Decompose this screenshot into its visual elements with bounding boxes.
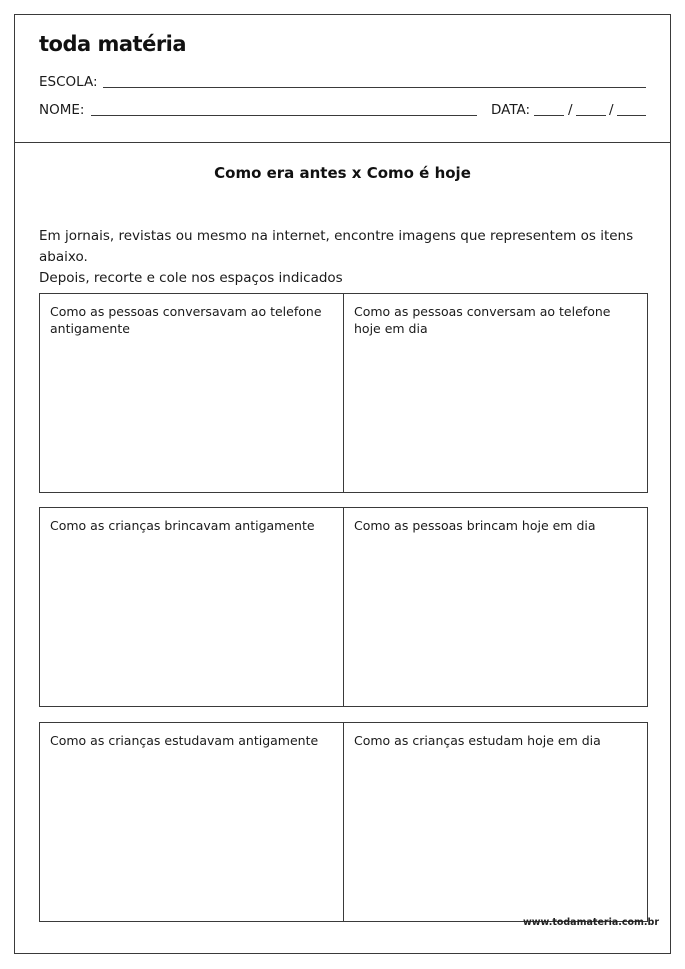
answer-box-label: Como as pessoas conversavam ao telefone antigamente bbox=[50, 304, 322, 336]
answer-box-label: Como as crianças brincavam antigamente bbox=[50, 518, 315, 533]
answer-box-now[interactable] bbox=[343, 508, 647, 706]
answer-box-label: Como as crianças estudavam antigamente bbox=[50, 733, 319, 748]
school-label: ESCOLA: bbox=[39, 74, 98, 90]
answer-box-now[interactable] bbox=[343, 294, 647, 492]
brand-logo: toda matéria bbox=[39, 32, 187, 56]
school-input-line[interactable] bbox=[103, 87, 646, 88]
worksheet-title: Como era antes x Como é hoje bbox=[214, 164, 471, 182]
answer-box-before[interactable] bbox=[40, 294, 343, 492]
worksheet-header bbox=[15, 15, 670, 143]
name-input-line[interactable] bbox=[91, 115, 477, 116]
instructions-line-2: Depois, recorte e cole nos espaços indicados bbox=[39, 270, 343, 286]
answer-row-2 bbox=[39, 507, 648, 707]
date-label: DATA: bbox=[491, 102, 531, 118]
answer-box-label: Como as pessoas brincam hoje em dia bbox=[354, 518, 596, 533]
date-separator: / bbox=[568, 102, 573, 118]
date-year-line[interactable] bbox=[617, 115, 646, 116]
answer-row-3 bbox=[39, 722, 648, 922]
date-month-line[interactable] bbox=[576, 115, 606, 116]
instructions-line-1: Em jornais, revistas ou mesmo na internet, encontre imagens que representem os itens abaixo. bbox=[39, 228, 634, 265]
date-separator: / bbox=[609, 102, 614, 118]
footer-website: www.todamateria.com.br bbox=[522, 917, 659, 928]
date-day-line[interactable] bbox=[534, 115, 564, 116]
answer-box-now[interactable] bbox=[343, 723, 647, 921]
answer-box-before[interactable] bbox=[40, 723, 343, 921]
name-label: NOME: bbox=[39, 102, 85, 118]
instructions bbox=[39, 226, 651, 289]
answer-box-label: Como as crianças estudam hoje em dia bbox=[354, 733, 601, 748]
worksheet-page bbox=[14, 14, 671, 954]
answer-box-before[interactable] bbox=[40, 508, 343, 706]
answer-box-label: Como as pessoas conversam ao telefone hoje em dia bbox=[354, 304, 611, 336]
answer-row-1 bbox=[39, 293, 648, 493]
